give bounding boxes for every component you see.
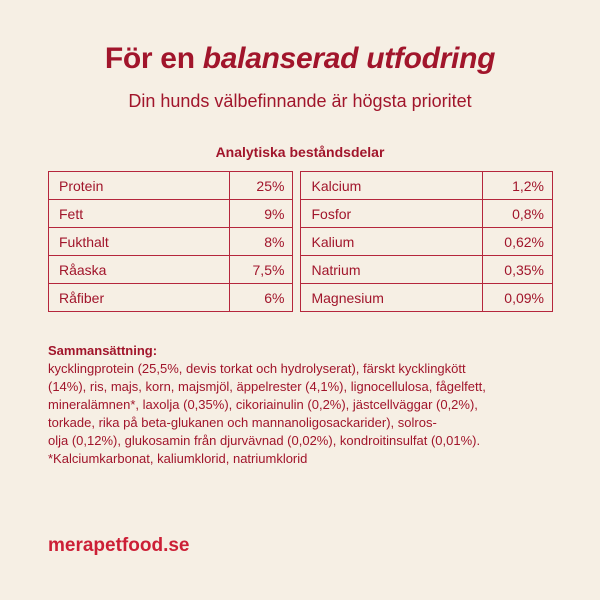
analysis-heading: Analytiska beståndsdelar <box>215 144 385 160</box>
title-emphasis: balanserad utfodring <box>202 42 496 75</box>
left-label: Fett <box>49 200 230 228</box>
table-gap <box>293 284 301 312</box>
right-label: Magnesium <box>301 284 482 312</box>
right-value: 0,35% <box>482 256 552 284</box>
analysis-table <box>48 171 553 312</box>
right-label: Fosfor <box>301 200 482 228</box>
table-gap <box>293 256 301 284</box>
left-value: 8% <box>230 228 293 256</box>
table-gap <box>293 228 301 256</box>
title-prefix: För en <box>104 42 195 75</box>
left-label: Protein <box>49 172 230 200</box>
composition-line: torkade, rika på beta-glukanen och mannanoligosackarider), solros- <box>48 415 437 430</box>
composition-line: *Kalciumkarbonat, kaliumklorid, natriumklorid <box>48 451 308 466</box>
table-row <box>49 228 553 256</box>
page-subtitle: Din hunds välbefinnande är högsta prioritet <box>128 91 472 111</box>
table-row <box>49 172 553 200</box>
table-gap <box>293 172 301 200</box>
table-row <box>49 284 553 312</box>
right-value: 1,2% <box>482 172 552 200</box>
right-label: Kalium <box>301 228 482 256</box>
composition-block <box>48 342 558 468</box>
left-label: Fukthalt <box>49 228 230 256</box>
table-gap <box>293 200 301 228</box>
right-value: 0,62% <box>482 228 552 256</box>
composition-line: olja (0,12%), glukosamin från djurvävnad (0,02%), kondroitinsulfat (0,01%). <box>48 433 481 448</box>
right-label: Kalcium <box>301 172 482 200</box>
left-label: Råfiber <box>49 284 230 312</box>
composition-line: mineralämnen*, laxolja (0,35%), cikoriainulin (0,2%), jästcellväggar (0,2%), <box>48 397 478 412</box>
right-value: 0,09% <box>482 284 552 312</box>
left-value: 9% <box>230 200 293 228</box>
composition-line: (14%), ris, majs, korn, majsmjöl, äppelrester (4,1%), lignocellulosa, fågelfett, <box>48 379 486 394</box>
right-label: Natrium <box>301 256 482 284</box>
composition-heading: Sammansättning: <box>48 343 158 358</box>
page-title <box>0 42 600 76</box>
website-link[interactable]: merapetfood.se <box>48 535 190 556</box>
table-row <box>49 200 553 228</box>
composition-line: kycklingprotein (25,5%, devis torkat och hydrolyserat), färskt kycklingkött <box>48 361 466 376</box>
left-value: 7,5% <box>230 256 293 284</box>
table-row <box>49 256 553 284</box>
left-value: 6% <box>230 284 293 312</box>
left-label: Råaska <box>49 256 230 284</box>
left-value: 25% <box>230 172 293 200</box>
right-value: 0,8% <box>482 200 552 228</box>
